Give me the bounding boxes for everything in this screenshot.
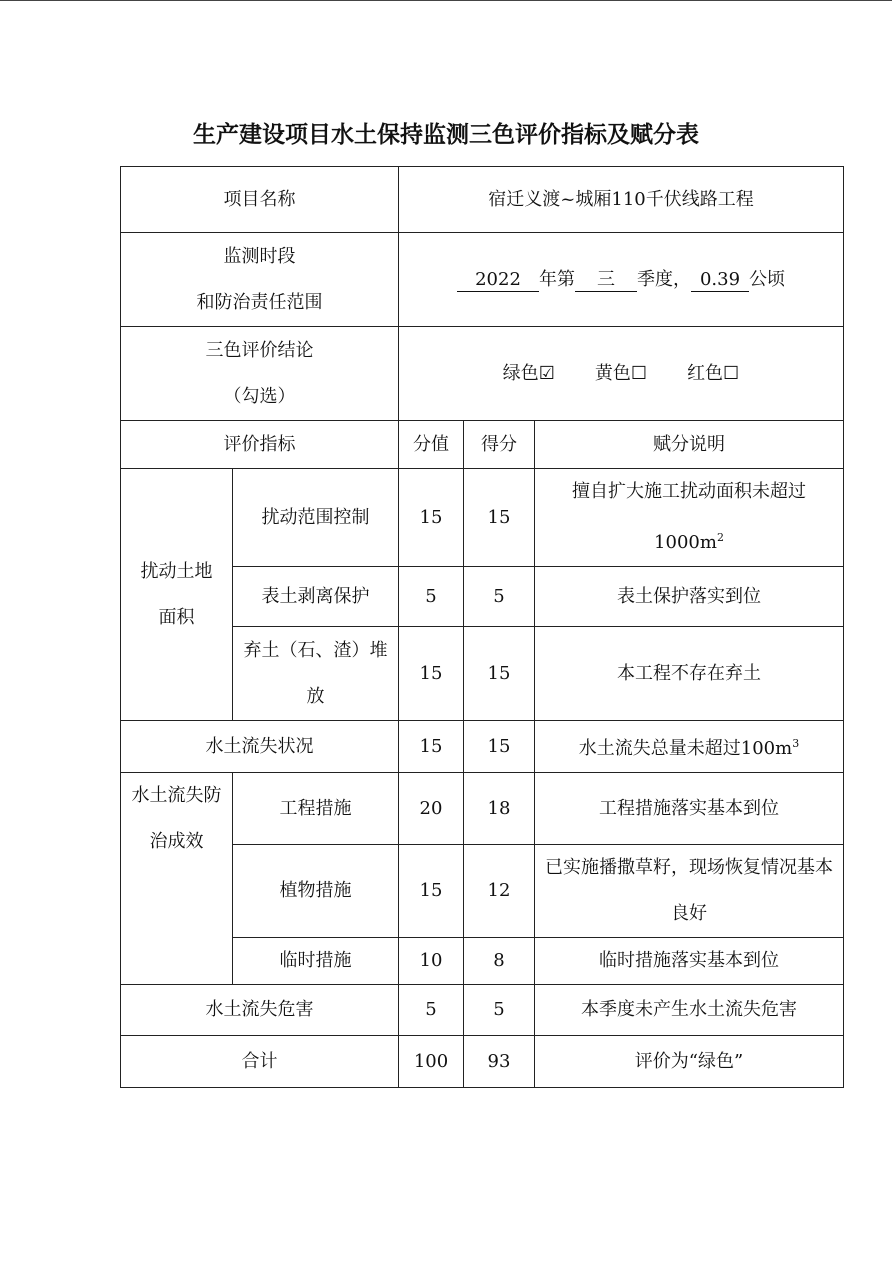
row-name: 水土流失状况: [121, 721, 399, 773]
row-name: 弃土（石、渣）堆放: [233, 627, 399, 721]
row-explanation: 已实施播撒草籽，现场恢复情况基本良好: [535, 845, 844, 938]
page-title: 生产建设项目水土保持监测三色评价指标及赋分表: [193, 122, 699, 148]
row-score: 15: [399, 627, 464, 721]
project-name-row: [121, 167, 844, 233]
project-name-label: 项目名称: [121, 167, 399, 233]
conclusion-row: [121, 327, 844, 421]
row-obtained: 15: [464, 469, 535, 567]
table-row: [121, 721, 844, 773]
row-explanation-line1: 擅自扩大施工扰动面积未超过: [572, 481, 806, 502]
total-label: 合计: [121, 1036, 399, 1088]
total-explanation: 评价为“绿色”: [535, 1036, 844, 1088]
total-score: 100: [399, 1036, 464, 1088]
row-obtained: 15: [464, 627, 535, 721]
conclusion-options: [399, 327, 844, 421]
period-row: [121, 233, 844, 327]
total-row: [121, 1036, 844, 1088]
row-explanation: 本季度未产生水土流失危害: [535, 985, 844, 1036]
row-obtained: 5: [464, 985, 535, 1036]
row-name: 扰动范围控制: [233, 469, 399, 567]
period-label: [121, 233, 399, 327]
top-border-line: [0, 0, 892, 1]
yellow-checkbox[interactable]: 黄色☐: [594, 362, 648, 384]
period-quarter: 三: [575, 269, 637, 292]
row-name: 水土流失危害: [121, 985, 399, 1036]
project-name-value: 宿迁义渡~城厢110千伏线路工程: [399, 167, 844, 233]
period-year: 2022: [457, 269, 539, 292]
row-obtained: 12: [464, 845, 535, 938]
table-row: [121, 773, 844, 845]
conclusion-label: [121, 327, 399, 421]
green-checkbox[interactable]: 绿色☑: [502, 362, 555, 384]
header-obtained: 得分: [464, 421, 535, 469]
row-explanation: 临时措施落实基本到位: [535, 938, 844, 985]
row-score: 15: [399, 469, 464, 567]
header-row: [121, 421, 844, 469]
period-year-suffix: 年第: [539, 268, 575, 290]
red-checkbox[interactable]: 红色☐: [687, 362, 740, 384]
total-obtained: 93: [464, 1036, 535, 1088]
row-score: 5: [399, 567, 464, 627]
period-area: 0.39: [691, 269, 749, 292]
period-label-line1: 监测时段: [223, 245, 296, 267]
row-explanation: 工程措施落实基本到位: [535, 773, 844, 845]
row-name: 植物措施: [233, 845, 399, 938]
row-obtained: 5: [464, 567, 535, 627]
header-score: 分值: [399, 421, 464, 469]
table-row: [121, 469, 844, 567]
table-row: [121, 985, 844, 1036]
header-explanation: 赋分说明: [535, 421, 844, 469]
conclusion-label-line1: 三色评价结论: [205, 339, 314, 361]
group-disturb-label: 扰动土地面积: [121, 469, 233, 721]
row-score: 20: [399, 773, 464, 845]
header-indicator: 评价指标: [121, 421, 399, 469]
row-score: 15: [399, 845, 464, 938]
row-explanation: 表土保护落实到位: [535, 567, 844, 627]
row-explanation: 水土流失总量未超过$100m^3$: [535, 721, 844, 773]
row-name: 临时措施: [233, 938, 399, 985]
conclusion-label-line2: （勾选）: [223, 385, 296, 407]
period-quarter-suffix: 季度，: [637, 268, 691, 290]
period-area-unit: 公顷: [749, 268, 785, 290]
row-obtained: 15: [464, 721, 535, 773]
row-score: 10: [399, 938, 464, 985]
row-explanation-line2: $1000m^2$: [654, 531, 724, 553]
row-explanation: [535, 469, 844, 567]
period-value: [399, 233, 844, 327]
row-name: 表土剥离保护: [233, 567, 399, 627]
evaluation-table: [120, 166, 844, 1088]
row-score: 5: [399, 985, 464, 1036]
group-prevention-label: 水土流失防治成效: [121, 773, 233, 985]
row-obtained: 8: [464, 938, 535, 985]
row-name: 工程措施: [233, 773, 399, 845]
period-label-line2: 和防治责任范围: [196, 291, 323, 313]
row-score: 15: [399, 721, 464, 773]
row-obtained: 18: [464, 773, 535, 845]
row-explanation: 本工程不存在弃土: [535, 627, 844, 721]
